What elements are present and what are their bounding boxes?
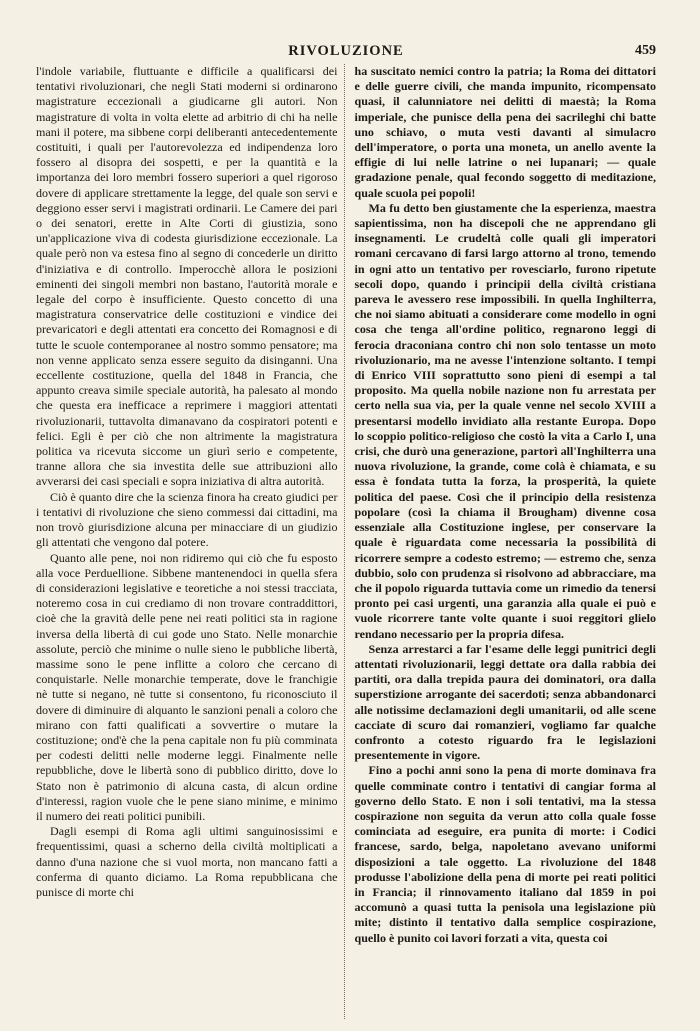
paragraph: ha suscitato nemici contro la patria; la Roma dei dittatori e delle guerre civili, che manda impunito, ricompensato quasi, il calunniatore nei delitti di maestà; la Roma imperiale, che punisce della pena dei sacrileghi chi batte uno schiavo, o muta vesti davanti al simulacro dell'imperatore, o porta una moneta, un anello avente la effigie di lui nelle latrine o nei lupanari; — quale gradazione penale, qual fecondo soggetto di meditazione, quale scuola pei popoli!	[354, 64, 656, 200]
running-title: RIVOLUZIONE	[288, 43, 404, 59]
text-columns	[36, 64, 656, 1019]
page-number: 459	[635, 43, 656, 58]
paragraph: Senza arrestarci a far l'esame delle leggi punitrici degli attentati rivoluzionarii, leggi dettate ora dalla rabbia dei partiti, ora dalla trepida paura dei dominatori, ora dalla superstizione arrogante dei sacerdoti; senza abbandonarci alle notissime declamazioni degli umanitarii, od alle scene cacciate di scuro dai romanzieri, vogliamo far qualche confronto a cotesto riguardo fra le legislazioni presentemente in vigore.	[354, 641, 656, 763]
paragraph: l'indole variabile, fluttuante e difficile a qualificarsi dei tentativi rivoluzionari, che negli Stati moderni si ordinarono magistrature eccezionali a giudicarne gli autori. Non magistrature di volta in volta elette ad arbitrio di chi ha nelle mani il potere, ma sibbene corpi deliberanti antecedentemente costituiti, i quali per l'autorevolezza ed indipendenza loro fossero al disopra dei sospetti, e per la quantità e la importanza dei loro membri fossero superiori a quel rigoroso dovere di applicare strettamente la legge, del quale son servi e deggiono esser servi i magistrati ordinarii. Le Camere dei pari o dei senatori, erette in Alte Corti di giustizia, sono un'applicazione viva di codesta giurisdizione eccezionale. La quale però non va estesa fino al segno di concederle un diritto d'iniziativa e di controllo. Imperocchè allora le posizioni eminenti dei singoli membri non bastano, l'autorità morale e legale del corpo è insufficiente. Questo concetto di una magistratura conservatrice delle costituzioni e vindice dei prevaricatori e degli attentati era concetto dei Romagnosi e di tutte le scuole contemporanee al nostro sommo pensatore; ma non venne applicato senza essere seguito da disinganni. Una eccellente costituzione, quella del 1848 in Francia, che appunto creava simile speciale autorità, ha palesato al mondo che questa era inefficace a reprimere i maggiori attentati rivoluzionarii, tuttavolta dimanavano da cospiratori potenti e felici. Egli è per ciò che non altrimente la magistratura politica va ricevuta siccome un giurì serio e competente, tranne allora che sia investita delle sue attribuzioni allo avverarsi dei casi speciali e sopra iniziativa di altra autorità.	[36, 64, 338, 489]
left-column	[36, 64, 345, 1019]
paragraph: Quanto alle pene, noi non ridiremo qui ciò che fu esposto alla voce Perduellione. Sibbene mantenendoci in quella sfera di considerazioni legislative e teoretiche a noi stessi tracciata, noteremo cosa in cui crediamo di non trovare contraddittori, cioè che la gravità delle pene nei reati politici sta in ragione inversa della libertà di cui gode uno Stato. Nelle monarchie assolute, perciò che minime o nulle sieno le pubbliche libertà, massime sono le pene inflitte a coloro che cercano di conquistarle. Nelle monarchie temperate, dove le franchigie nè tutte si negano, nè tutte si consentono, fu riconosciuto il dovere di diminuire di alquanto le sanzioni penali a coloro che mirano con fatti qualificati a sovvertire o mutare la costituzione; ond'è che la pena capitale non fu più comminata per codesti delitti nelle moderne leggi. Finalmente nelle repubbliche, dove le libertà sono di pubblico diritto, dove lo Stato non è patrimonio di alcuna casta, di alcun ordine d'interessi, ragion vuole che le pene siano minime, e minimo il numero dei reati politici punibili.	[36, 550, 338, 823]
right-column	[353, 64, 657, 1019]
paragraph: Fino a pochi anni sono la pena di morte dominava fra quelle comminate contro i tentativi di cangiar forma al governo dello Stato. E non i soli tentativi, ma la stessa cospirazione non seguita da verun atto colla quale fosse cominciata ad eseguire, era punita di morte: i Codici francese, sardo, belga, napoletano avevano uniformi disposizioni a tale oggetto. La rivoluzione del 1848 produsse l'abolizione della pena di morte pei reati politici in Francia; il rinnovamento italiano dal 1859 in poi accomunò a quasi tutta la penisola una legislazione più mite; distinto il tentativo dalla semplice cospirazione, quello è punito coi lavori forzati a vita, questa coi	[354, 763, 656, 945]
page-header	[36, 43, 656, 65]
paragraph: Ma fu detto ben giustamente che la esperienza, maestra sapientissima, non ha discepoli che ne apprendano gli insegnamenti. Le crudeltà colle quali gli imperatori romani cercavano di farsi largo attorno al trono, temendo in ogni atto un tentativo per rovesciarlo, furono ripetute secoli dopo, quando i principii della civiltà cristiana pareva le avessero rese impossibili. In quella Inghilterra, che noi siamo abituati a considerare come modello in ogni cosa che tenga all'ordine politico, regnarono leggi di ferocia draconiana contro chi non solo tentasse un moto rivoluzionario, ma ne avesse l'intenzione soltanto. I tempi di Enrico VIII soprattutto sono pieni di esempi a tal proposito. Ma quella nobile nazione non fu arrestata per certo nella sua via, per la quale venne nel secolo XVIII a presentarsi modello invidiato alla restante Europa. Dopo lo scoppio politico-religioso che costò la vita a Carlo I, una crisi, che durò una generazione, partorì all'Inghilterra una nuova rivoluzione, la grande, come colà è chiamata, e su essa è fondata tutta la forza, la prosperità, la quiete politica del paese. Così che il principio della resistenza popolare (così la chiama il Brougham) divenne cosa essenziale alla Costituzione inglese, per conservare la quale è riguardata come necessaria la possibilità di ricorrere sempre a codesto estremo; — estremo che, senza dubbio, solo con prudenza si risolvono ad abbracciare, ma che il popolo riguarda tuttavia come un rimedio da tenersi pronto pei casi urgenti, una garanzia alla quale ei può e vuole ricorrere tante volte quante i suoi reggitori glielo rendano necessario per la propria difesa.	[354, 200, 656, 641]
paragraph: Ciò è quanto dire che la scienza finora ha creato giudici per i tentativi di rivoluzione che sieno commessi dai cittadini, ma non trovò giurisdizione alcuna per minacciare di un giudizio gli attentati che vengono dal potere.	[36, 489, 338, 550]
paragraph: Dagli esempi di Roma agli ultimi sanguinosissimi e frequentissimi, quasi a scherno della civiltà moltiplicati a danno d'una nazione che si vuol morta, non mancano fatti a conferma di quanto diciamo. La Roma repubblicana che punisce di morte chi	[36, 824, 338, 899]
